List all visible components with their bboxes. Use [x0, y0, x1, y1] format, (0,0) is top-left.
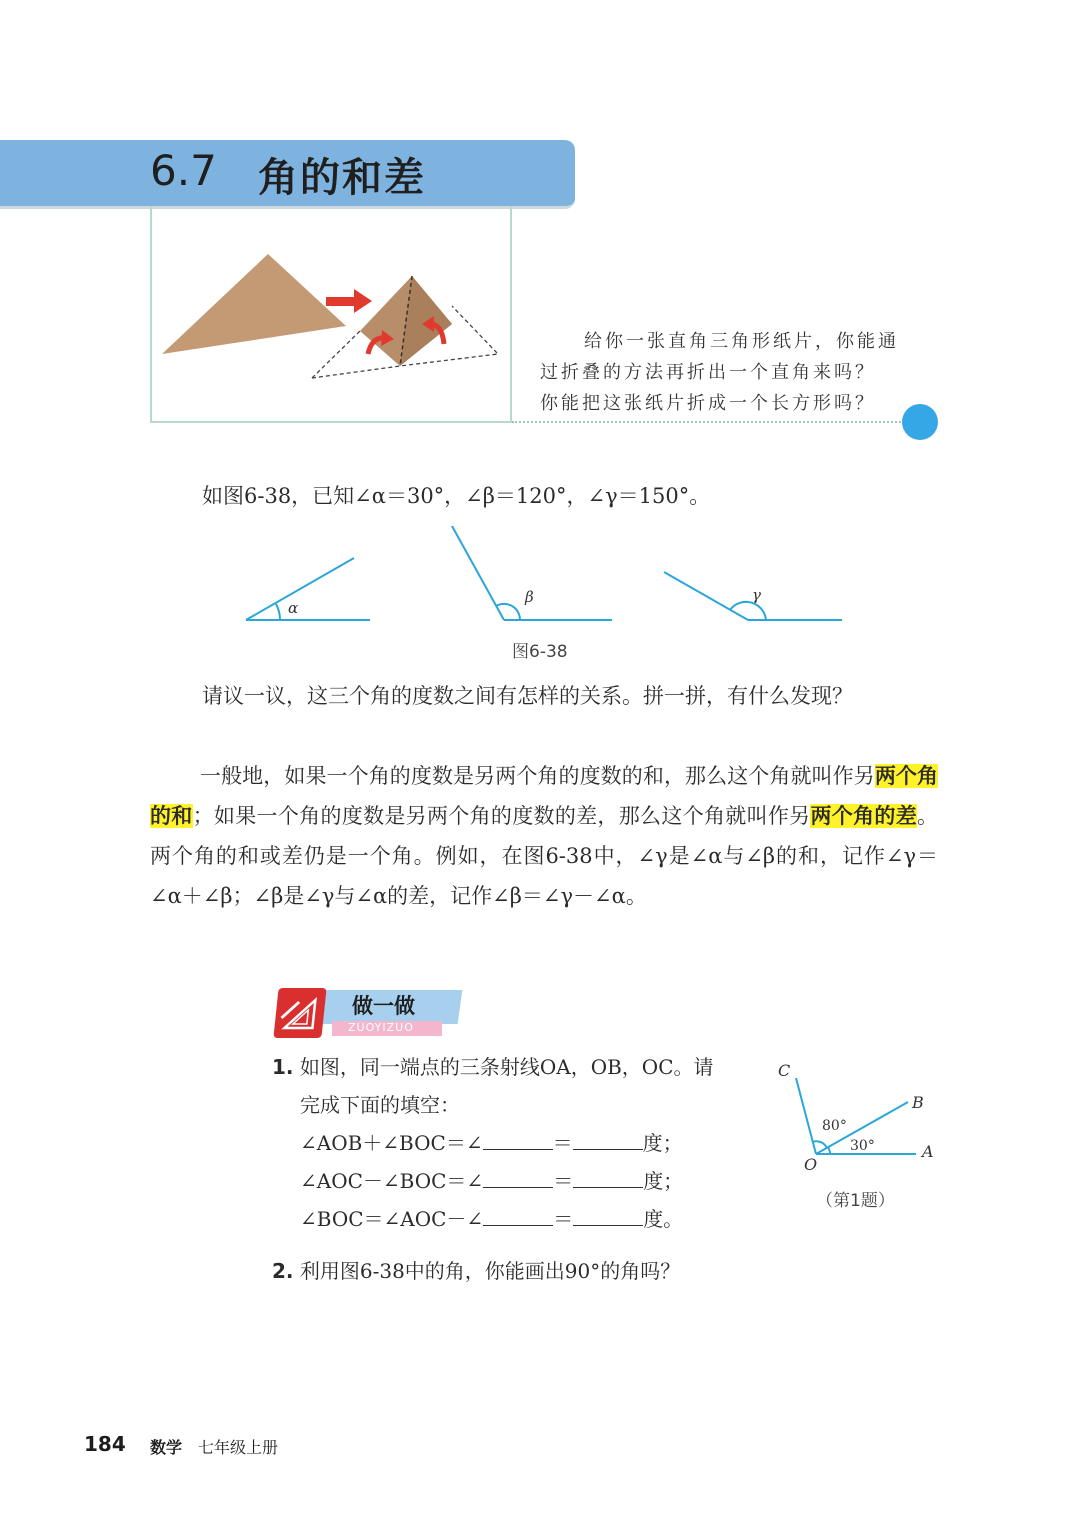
unit-2: 度；	[643, 1169, 684, 1193]
term-difference-highlight: 两个角的差	[810, 804, 918, 828]
exercise-1-line-1: 如图，同一端点的三条射线OA，OB，OC。请	[299, 1055, 714, 1079]
footer-subject: 数学	[150, 1438, 183, 1457]
intro-question	[540, 326, 920, 419]
equation-2-left: ∠AOC－∠BOC＝∠	[300, 1169, 484, 1193]
known-angles-text: 如图6-38，已知∠α＝30°，∠β＝120°，∠γ＝150°。	[202, 484, 711, 508]
blank-1b[interactable]	[573, 1129, 643, 1150]
blank-3b[interactable]	[573, 1205, 643, 1226]
activity-title: 做一做	[352, 994, 415, 1018]
equals-sign: ＝	[553, 1207, 574, 1231]
gamma-label: γ	[752, 586, 761, 604]
dotted-divider	[512, 421, 908, 423]
blank-3a[interactable]	[483, 1205, 553, 1226]
label-a: A	[922, 1142, 934, 1161]
equals-sign: ＝	[553, 1169, 574, 1193]
unit-3: 度。	[643, 1207, 684, 1231]
equals-sign: ＝	[552, 1131, 573, 1155]
definition-part-3: 。两个角的和或差仍是一个角。例如，在图6-38中，∠γ是∠α与∠β的和，记作∠γ＝∠α＋∠β；∠β是∠γ与∠α的差，记作∠β＝∠γ－∠α。	[150, 804, 939, 908]
fill-blank-row-1	[272, 1124, 772, 1162]
triangle-paper	[162, 254, 346, 354]
red-arrow-icon	[326, 289, 372, 313]
ruler-triangle-icon	[273, 988, 326, 1038]
figure-6-38	[240, 520, 850, 630]
section-title: 角的和差	[258, 155, 426, 201]
exercise-1-line-2: 完成下面的填空：	[300, 1093, 460, 1117]
label-o: O	[804, 1155, 818, 1174]
figure-caption: 图6-38	[512, 642, 568, 662]
alpha-label: α	[288, 599, 299, 617]
angle-30-label: 30°	[850, 1138, 875, 1154]
angle-alpha	[246, 558, 370, 620]
exercise-2-number: 2.	[272, 1259, 294, 1283]
definition-part-2: ；如果一个角的度数是另两个角的度数的差，那么这个角就叫作另	[192, 804, 811, 828]
intro-line-2: 过折叠的方法再折出一个直角来吗？	[540, 362, 876, 383]
activity-banner	[272, 988, 462, 1040]
label-b: B	[912, 1093, 924, 1112]
blank-2a[interactable]	[483, 1167, 553, 1188]
intro-line-3: 你能把这张纸片折成一个长方形吗？	[540, 393, 876, 414]
label-c: C	[778, 1061, 791, 1080]
discuss-text: 请议一议，这三个角的度数之间有怎样的关系。拼一拼，有什么发现？	[202, 684, 853, 708]
fill-blank-row-3	[272, 1200, 772, 1238]
angle-80-label: 80°	[822, 1118, 847, 1134]
definition-part-1: 一般地，如果一个角的度数是另两个角的度数的和，那么这个角就叫作另	[200, 764, 875, 788]
exercise-1-figure-caption: （第1题）	[816, 1191, 895, 1211]
unit-1: 度；	[642, 1131, 683, 1155]
page-number: 184	[84, 1432, 126, 1456]
term-sum-highlight: 两个角的和	[150, 764, 939, 828]
exercise-1	[272, 1048, 772, 1238]
intro-line-1: 给你一张直角三角形纸片，你能通	[584, 331, 899, 352]
equation-1-left: ∠AOB＋∠BOC＝∠	[300, 1131, 483, 1155]
fill-blank-row-2	[272, 1162, 772, 1200]
activity-subtitle: ZUOYIZUO	[348, 1021, 414, 1034]
paper-folding-illustration	[150, 206, 512, 421]
blank-1a[interactable]	[483, 1129, 553, 1150]
equation-3-left: ∠BOC＝∠AOC－∠	[300, 1207, 484, 1231]
section-title-bar	[0, 140, 575, 209]
definition-paragraph	[150, 756, 938, 916]
exercise-2	[272, 1252, 680, 1290]
beta-label: β	[525, 588, 534, 606]
exercise-1-figure	[770, 1056, 940, 1176]
exercise-1-number: 1.	[272, 1055, 294, 1079]
blank-2b[interactable]	[573, 1167, 643, 1188]
section-number: 6.7	[150, 146, 217, 195]
exercise-2-text: 利用图6-38中的角，你能画出90°的角吗？	[299, 1259, 681, 1283]
blue-dot-marker	[902, 404, 938, 440]
footer-grade: 七年级上册	[198, 1438, 279, 1457]
